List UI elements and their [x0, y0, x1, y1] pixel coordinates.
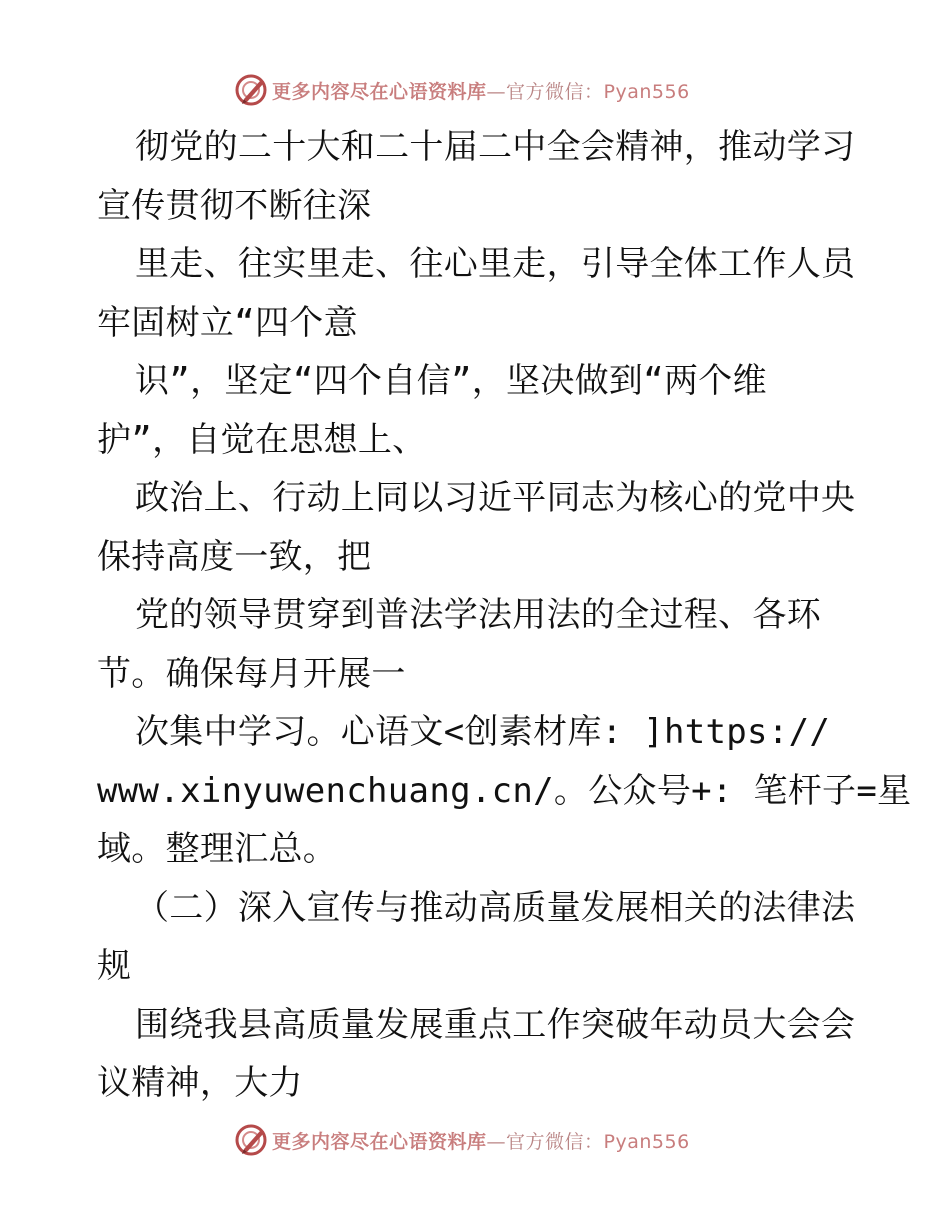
body-line: 域。整理汇总。 [97, 829, 338, 869]
watermark-id: Pyan556 [603, 80, 690, 103]
pen-logo-icon [234, 1123, 268, 1157]
body-line: 护”，自觉在思想上、 [97, 419, 427, 460]
body-line: www.xinyuwenchuang.cn/。公众号+: 笔杆子=星 [97, 770, 912, 811]
watermark-lead: 更多内容尽在心语资料库 [272, 1130, 487, 1153]
watermark-lead: 更多内容尽在心语资料库 [272, 80, 487, 103]
body-line: 规 [97, 946, 132, 986]
pen-logo-icon [234, 73, 268, 107]
body-line: 保持高度一致，把 [97, 536, 372, 577]
watermark-rest: —官方微信： [486, 80, 604, 103]
body-line: 节。确保每月开展一 [97, 653, 406, 694]
body-line: 彻党的二十大和二十届二中全会精神，推动学习 [135, 127, 856, 167]
body-line: 议精神，大力 [97, 1063, 303, 1103]
body-line: 牢固树立“四个意 [97, 302, 358, 343]
watermark-text [272, 1127, 690, 1154]
footer-watermark [234, 1120, 734, 1160]
watermark-rest: —官方微信： [486, 1130, 604, 1153]
watermark-text [272, 77, 690, 104]
body-line: 围绕我县高质量发展重点工作突破年动员大会会 [135, 1004, 856, 1045]
body-line: 里走、往实里走、往心里走，引导全体工作人员 [135, 244, 856, 284]
watermark-id: Pyan556 [603, 1130, 690, 1153]
body-line: 宣传贯彻不断往深 [97, 185, 372, 226]
section-heading: （二）深入宣传与推动高质量发展相关的法律法 [135, 887, 856, 928]
document-body [97, 118, 912, 1113]
body-line: 政治上、行动上同以习近平同志为核心的党中央 [135, 478, 856, 518]
body-line: 党的领导贯穿到普法学法用法的全过程、各环 [135, 595, 821, 635]
body-line: 识”，坚定“四个自信”，坚决做到“两个维 [135, 361, 767, 401]
header-watermark [234, 70, 734, 110]
body-line: 次集中学习。心语文<创素材库: ]https:// [135, 712, 831, 752]
